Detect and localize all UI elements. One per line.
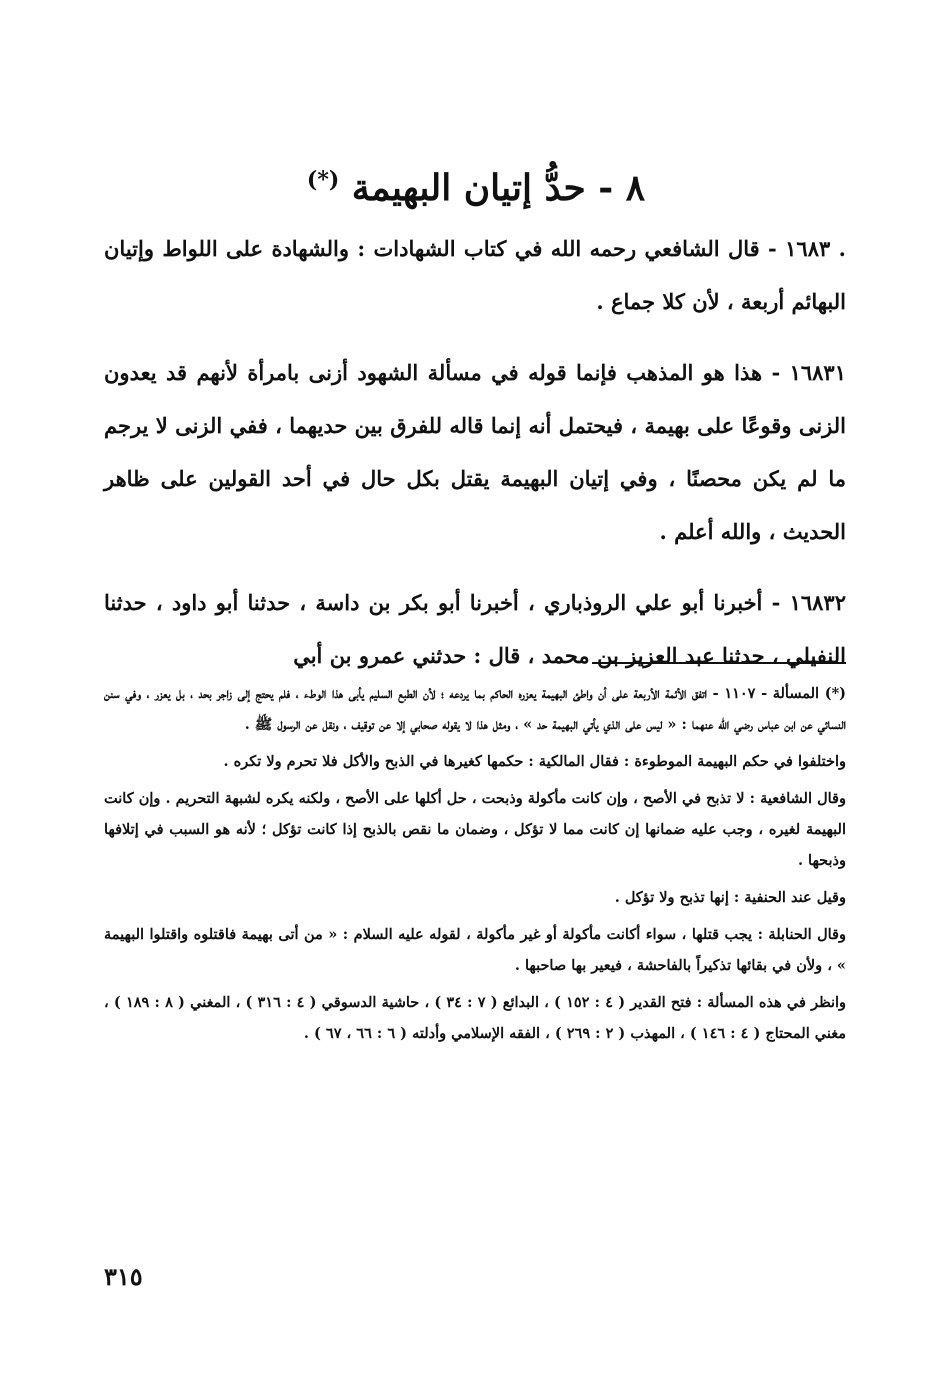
- footnote-maliki: واختلفوا في حكم البهيمة الموطوءة : فقال المالكية : حكمها كغيرها في الذبح والأكل فلا تحرم ولا تكره .: [223, 753, 846, 770]
- paragraph-16831: ١٦٨٣١ - هذا هو المذهب فإنما قوله في مسألة الشهود أزنى بامرأة لأنهم قد يعدون الزنى وقوعًا على بهيمة ، فيحتمل أنه إنما قاله للفرق بين حديهما ، ففي الزنى لا يرجم ما لم يكن محصنًا ، وفي إتيان البهيمة يقتل بكل حال في أحد القولين على ظاهر الحديث ، والله أعلم .: [104, 360, 846, 544]
- page-number: ٣١٥: [104, 1262, 143, 1291]
- footnote-references: وانظر في هذه المسألة : فتح القدير ( ٤ : ١٥٢ ) ، البدائع ( ٧ : ٣٤ ) ، حاشية الدسوقي ( ٤ : ٣١٦ ) ، المغني ( ٨ : ١٨٩ ) ، مغني المحتاج ( ٤ : ١٤٦ ) ، المهذب ( ٢ : ٢٦٩ ) ، الفقه الإسلامي وأدلته ( ٦ : ٦٦ ، ٦٧ ) .: [104, 994, 847, 1042]
- paragraph-16832: ١٦٨٣٢ - أخبرنا أبو علي الروذباري ، أخبرنا أبو بكر بن داسة ، حدثنا أبو داود ، حدثنا النفيلي ، حدثنا عبد العزيز بن محمد ، قال : حدثني عمرو بن أبي: [104, 590, 846, 668]
- paragraph-1683: . ١٦٨٣ - قال الشافعي رحمه الله في كتاب الشهادات : والشهادة على اللواط وإتيان البهائم أربعة ، لأن كلا جماع .: [104, 236, 846, 314]
- title-footnote-mark: (*): [306, 167, 340, 193]
- section-title: [100, 150, 852, 218]
- title-text: ٨ - حدُّ إتيان البهيمة: [351, 167, 646, 209]
- footnotes: [104, 678, 846, 1055]
- footnote-main: (*) المسألة - ١١٠٧ - اتفق الأئمة الأربعة على أن واطئ البهيمة يعزره الحاكم بما يردعه ؛ لأن الطبع السليم يأبى هذا الوطء ، فلم يحتج إلى زاجر بحد ، بل يعزر ، وفي سنن النسائي عن ابن عباس رضي الله عنهما : « ليس على الذي يأتي البهيمة حد » ، ومثل هذا لا يقوله صحابي إلا عن توقيف ، ونقل عن الرسول ﷺ .: [104, 685, 847, 733]
- main-text: [104, 222, 846, 700]
- footnote-divider: [592, 662, 846, 664]
- footnote-hanbali: وقال الحنابلة : يجب قتلها ، سواء أكانت مأكولة أو غير مأكولة ، لقوله عليه السلام : « من أتى بهيمة فاقتلوه واقتلوا البهيمة » ، ولأن في بقائها تذكيراً بالفاحشة ، فيعير بها صاحبها .: [104, 926, 846, 974]
- footnote-shafii: وقال الشافعية : لا تذبح في الأصح ، وإن كانت مأكولة وذبحت ، حل أكلها على الأصح ، ولكنه يكره لشبهة التحريم . وإن كانت البهيمة لغيره ، وجب عليه ضمانها إن كانت مما لا تؤكل ، وضمان ما نقص بالذبح إذا كانت تؤكل ؛ لأنه هو السبب في إتلافها وذبحها .: [104, 790, 846, 869]
- footnote-hanafi: وقيل عند الحنفية : إنها تذبح ولا تؤكل .: [614, 889, 846, 906]
